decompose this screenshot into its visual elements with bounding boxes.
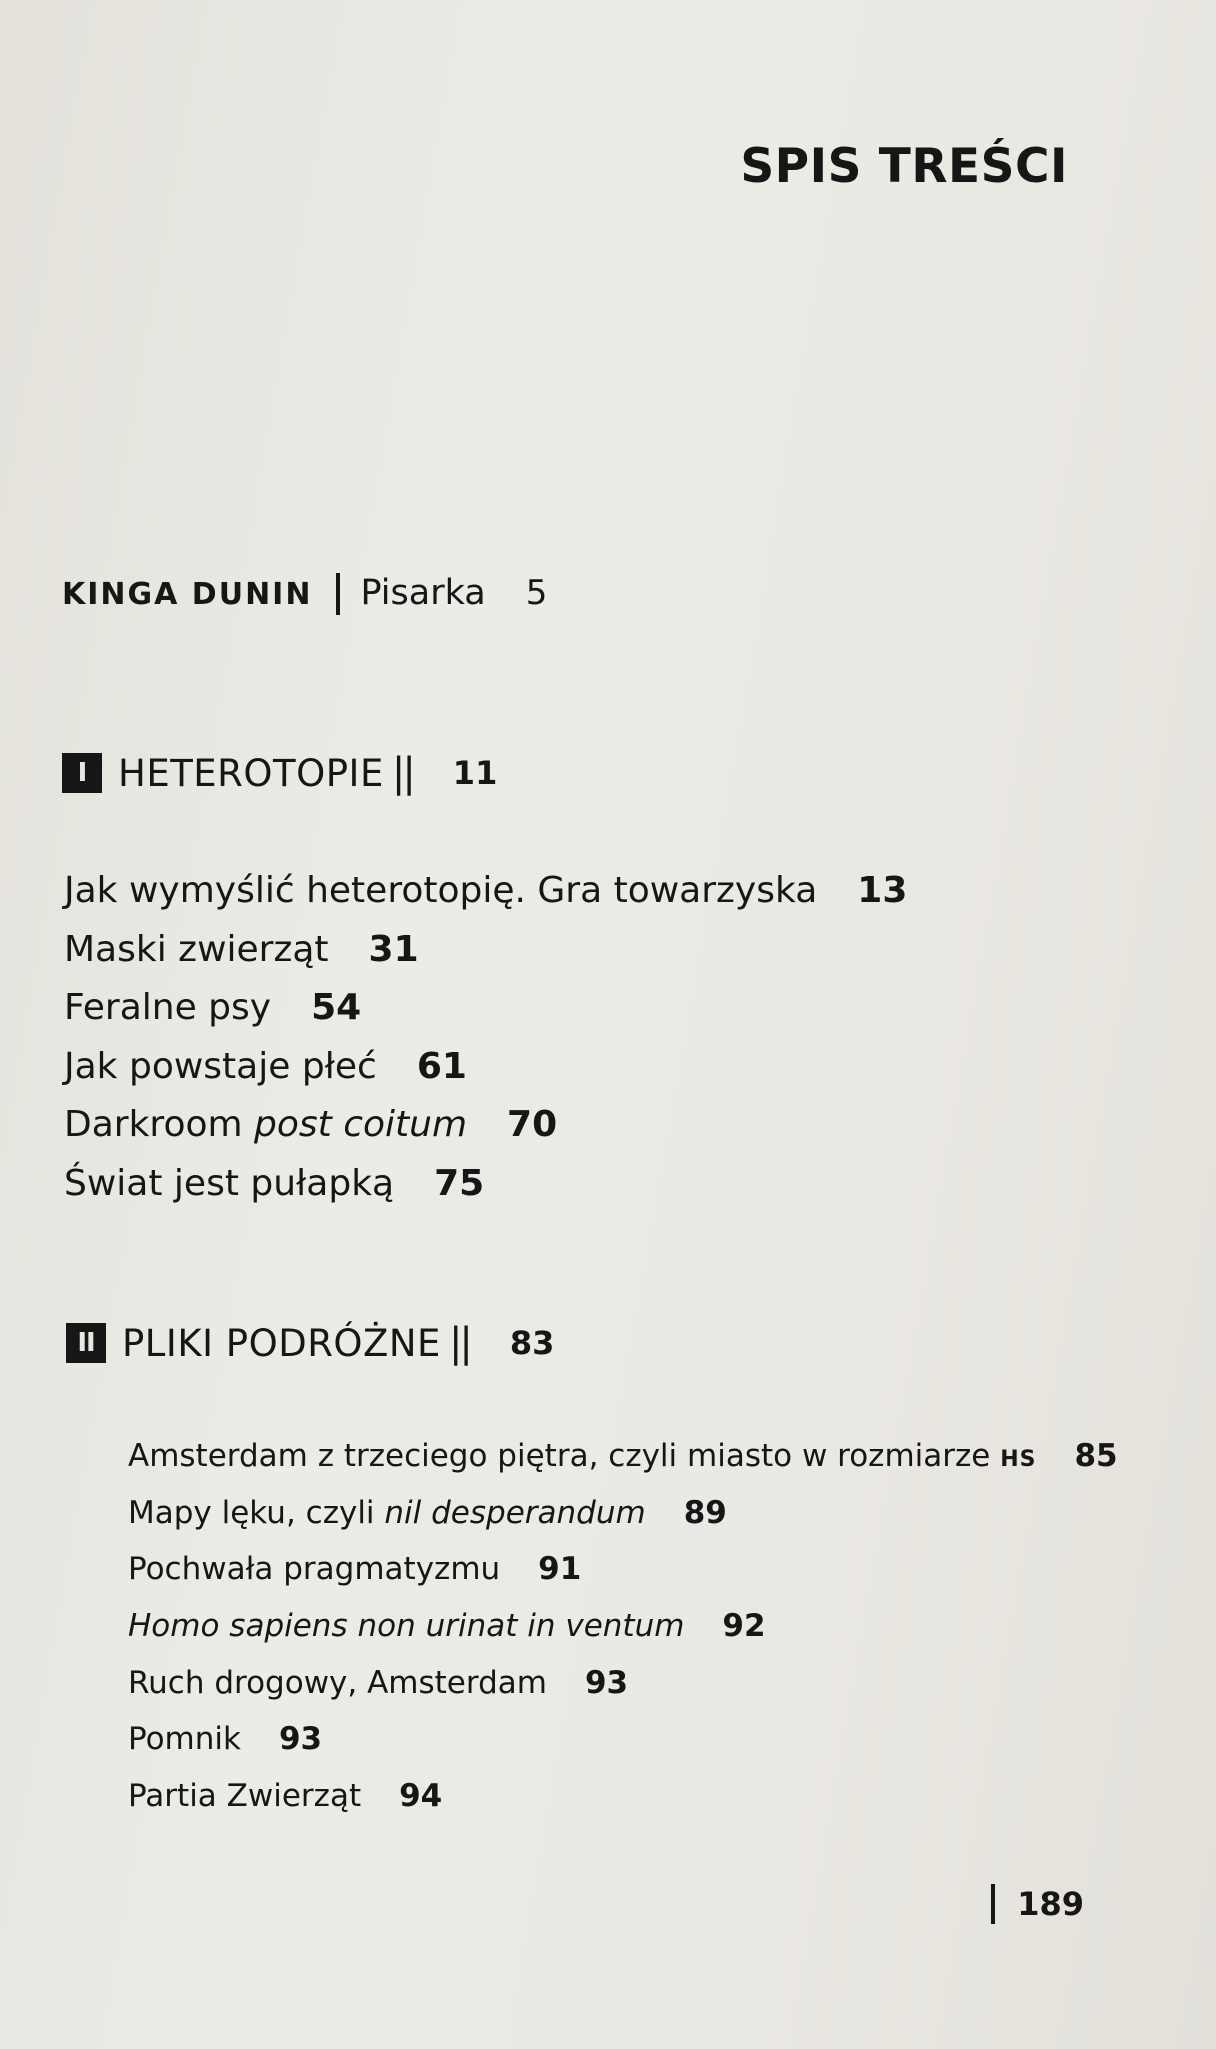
entry-title: Ruch drogowy, Amsterdam <box>128 1664 547 1701</box>
toc-entry <box>128 1541 1118 1598</box>
entry-title: Maski zwierząt <box>64 928 329 970</box>
entry-title: Pomnik <box>128 1721 241 1758</box>
page-number: 189 <box>1017 1885 1084 1923</box>
entry-title: Amsterdam z trzeciego piętra, czyli miasto w rozmiarze <box>128 1438 1001 1474</box>
entry-page-number: 93 <box>278 1721 323 1758</box>
entry-page-number: 93 <box>584 1664 629 1701</box>
entry-title: Jak powstaje płeć <box>64 1045 377 1087</box>
entry-page-number: 75 <box>434 1162 485 1204</box>
toc-entry <box>64 1038 907 1097</box>
toc-entry <box>128 1655 1118 1712</box>
toc-entry <box>128 1768 1118 1825</box>
entry-title: Mapy lęku, czyli <box>128 1494 385 1531</box>
section-page-number: 83 <box>509 1324 555 1362</box>
page-title: SPIS TREŚCI <box>740 139 1068 195</box>
section-numeral-badge: I <box>62 753 102 793</box>
section-page-number: 11 <box>452 754 498 792</box>
toc-entry <box>128 1485 1118 1542</box>
footer-bar-divider <box>991 1884 995 1924</box>
vertical-bar-divider <box>336 573 340 615</box>
entry-page-number: 31 <box>368 928 419 970</box>
toc-entry <box>64 1155 907 1214</box>
entry-title: Partia Zwierząt <box>128 1778 362 1815</box>
entry-title: Darkroom <box>64 1104 255 1145</box>
toc-entry <box>64 1096 907 1155</box>
entry-title: Świat jest pułapką <box>64 1162 395 1204</box>
toc-entry <box>64 921 907 980</box>
page-footer <box>991 1884 1084 1924</box>
toc-entry <box>128 1428 1118 1485</box>
entry-page-number: 85 <box>1074 1438 1118 1474</box>
section-double-bar: || <box>391 750 413 796</box>
toc-entry <box>128 1711 1118 1768</box>
toc-entry <box>64 979 907 1038</box>
entry-title-italic: post coitum <box>254 1104 468 1145</box>
entry-title-smallcaps: HS <box>1000 1447 1037 1472</box>
entry-title: Pochwała pragmatyzmu <box>128 1551 501 1588</box>
author-name: KINGA DUNIN <box>62 577 313 612</box>
entry-page-number: 91 <box>538 1551 582 1588</box>
author-role: Pisarka <box>360 573 486 613</box>
section-double-bar: || <box>448 1320 470 1366</box>
entry-title-italic: nil desperandum <box>384 1494 646 1531</box>
entry-page-number: 61 <box>416 1045 467 1087</box>
author-page-number: 5 <box>525 573 548 613</box>
entry-page-number: 94 <box>399 1778 443 1815</box>
toc-entry <box>128 1598 1118 1655</box>
section-title: PLIKI PODRÓŻNE <box>122 1321 441 1365</box>
section-heading-1 <box>62 750 497 796</box>
section-numeral-badge: II <box>66 1323 106 1363</box>
entry-page-number: 70 <box>507 1104 558 1145</box>
toc-entry <box>64 862 907 921</box>
entry-title: Jak wymyślić heterotopię. Gra towarzyska <box>64 870 818 911</box>
entry-page-number: 89 <box>683 1494 727 1531</box>
section-2-entries <box>128 1428 1118 1825</box>
entry-title: Feralne psy <box>64 987 272 1028</box>
section-1-entries <box>64 862 907 1213</box>
section-title: HETEROTOPIE <box>118 751 384 795</box>
entry-title-italic: Homo sapiens non urinat in ventum <box>128 1608 685 1645</box>
section-heading-2 <box>66 1320 554 1366</box>
entry-page-number: 92 <box>722 1608 766 1645</box>
entry-page-number: 54 <box>311 987 362 1028</box>
entry-page-number: 13 <box>857 870 908 911</box>
author-entry <box>62 573 547 615</box>
